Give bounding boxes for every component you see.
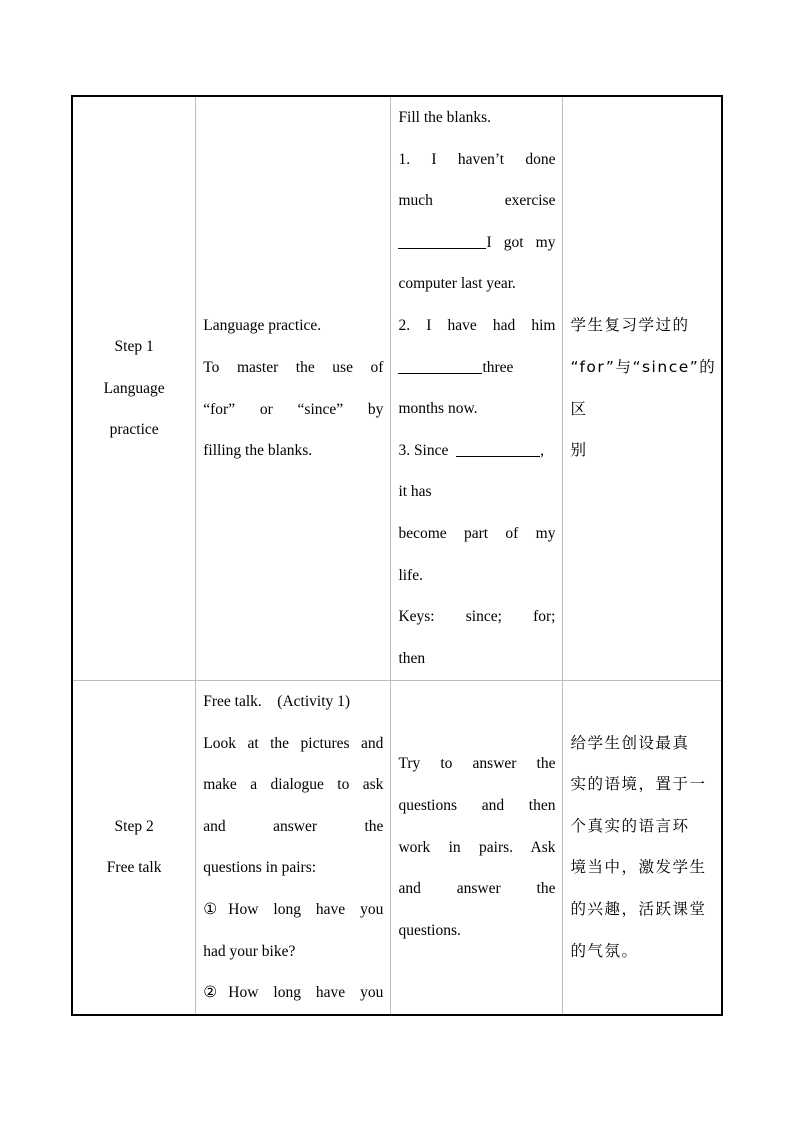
activity-line — [398, 430, 555, 472]
answer-keys: Keys: since; for; — [398, 608, 556, 626]
purpose-cell — [563, 681, 722, 1015]
step-label: Step 1 — [114, 338, 154, 356]
activity-line: become part of my — [398, 524, 556, 542]
purpose-line: 实的语境，置于一 — [570, 775, 707, 794]
answer-keys: then — [398, 649, 426, 667]
activity-line: months now. — [398, 400, 478, 418]
activity-line: Try to answer the — [398, 755, 556, 773]
activity-line: life. — [398, 566, 423, 584]
purpose-line: “for”与“since”的区 — [570, 357, 717, 418]
activity-line: and answer the — [398, 880, 556, 898]
activity-line: it has — [398, 483, 432, 501]
step-cell — [72, 681, 196, 1015]
activity-text: , — [540, 441, 544, 459]
objective-cell — [196, 681, 391, 1015]
objective-line: make a dialogue to ask — [203, 776, 384, 794]
purpose-cell — [563, 96, 722, 681]
answer-blank — [398, 355, 482, 374]
step-label: Step 2 — [114, 817, 154, 835]
activity-line — [398, 347, 555, 389]
step-label: practice — [109, 421, 159, 439]
purpose-line: 的气氛。 — [570, 941, 639, 960]
activity-line: 1. I haven’t done — [398, 150, 556, 168]
activity-line: questions and then — [398, 796, 556, 814]
activity-cell — [391, 681, 563, 1015]
objective-line: Free talk. (Activity 1) — [203, 693, 351, 710]
objective-line: filling the blanks. — [203, 442, 313, 460]
activity-cell — [391, 96, 563, 681]
activity-line: computer last year. — [398, 275, 516, 293]
purpose-line: 学生复习学过的 — [570, 316, 690, 335]
objective-cell — [196, 96, 391, 681]
activity-text: three — [482, 358, 514, 376]
purpose-line: 别 — [570, 441, 588, 460]
objective-line: ②How long have you — [203, 984, 384, 1002]
activity-line: 2. I have had him — [398, 316, 556, 334]
objective-line: Look at the pictures and — [203, 734, 384, 752]
purpose-line: 境当中，激发学生 — [570, 858, 707, 877]
step-label: Language — [103, 379, 165, 397]
answer-blank — [398, 230, 486, 249]
activity-line: Fill the blanks. — [398, 109, 492, 126]
objective-line: and answer the — [203, 817, 384, 835]
answer-blank — [456, 438, 540, 457]
objective-line: Language practice. — [203, 317, 322, 335]
table-row — [72, 681, 722, 1015]
objective-line: “for” or “since” by — [203, 400, 384, 418]
activity-text: 3. Since — [398, 441, 449, 459]
table-row — [72, 96, 722, 681]
activity-line: questions. — [398, 921, 461, 939]
lesson-plan-table — [71, 95, 723, 1016]
step-cell — [72, 96, 196, 681]
activity-text: I got my — [486, 233, 556, 251]
activity-line: much exercise — [398, 192, 556, 210]
objective-line: To master the use of — [203, 358, 384, 376]
objective-line: ①How long have you — [203, 900, 384, 918]
purpose-line: 给学生创设最真 — [570, 733, 690, 752]
objective-line: had your bike? — [203, 942, 296, 960]
objective-line: questions in pairs: — [203, 859, 317, 877]
purpose-line: 的兴趣，活跃课堂 — [570, 899, 707, 918]
step-label: Free talk — [106, 859, 162, 877]
purpose-line: 个真实的语言环 — [570, 816, 690, 835]
activity-line — [398, 222, 555, 264]
activity-line: work in pairs. Ask — [398, 838, 556, 856]
